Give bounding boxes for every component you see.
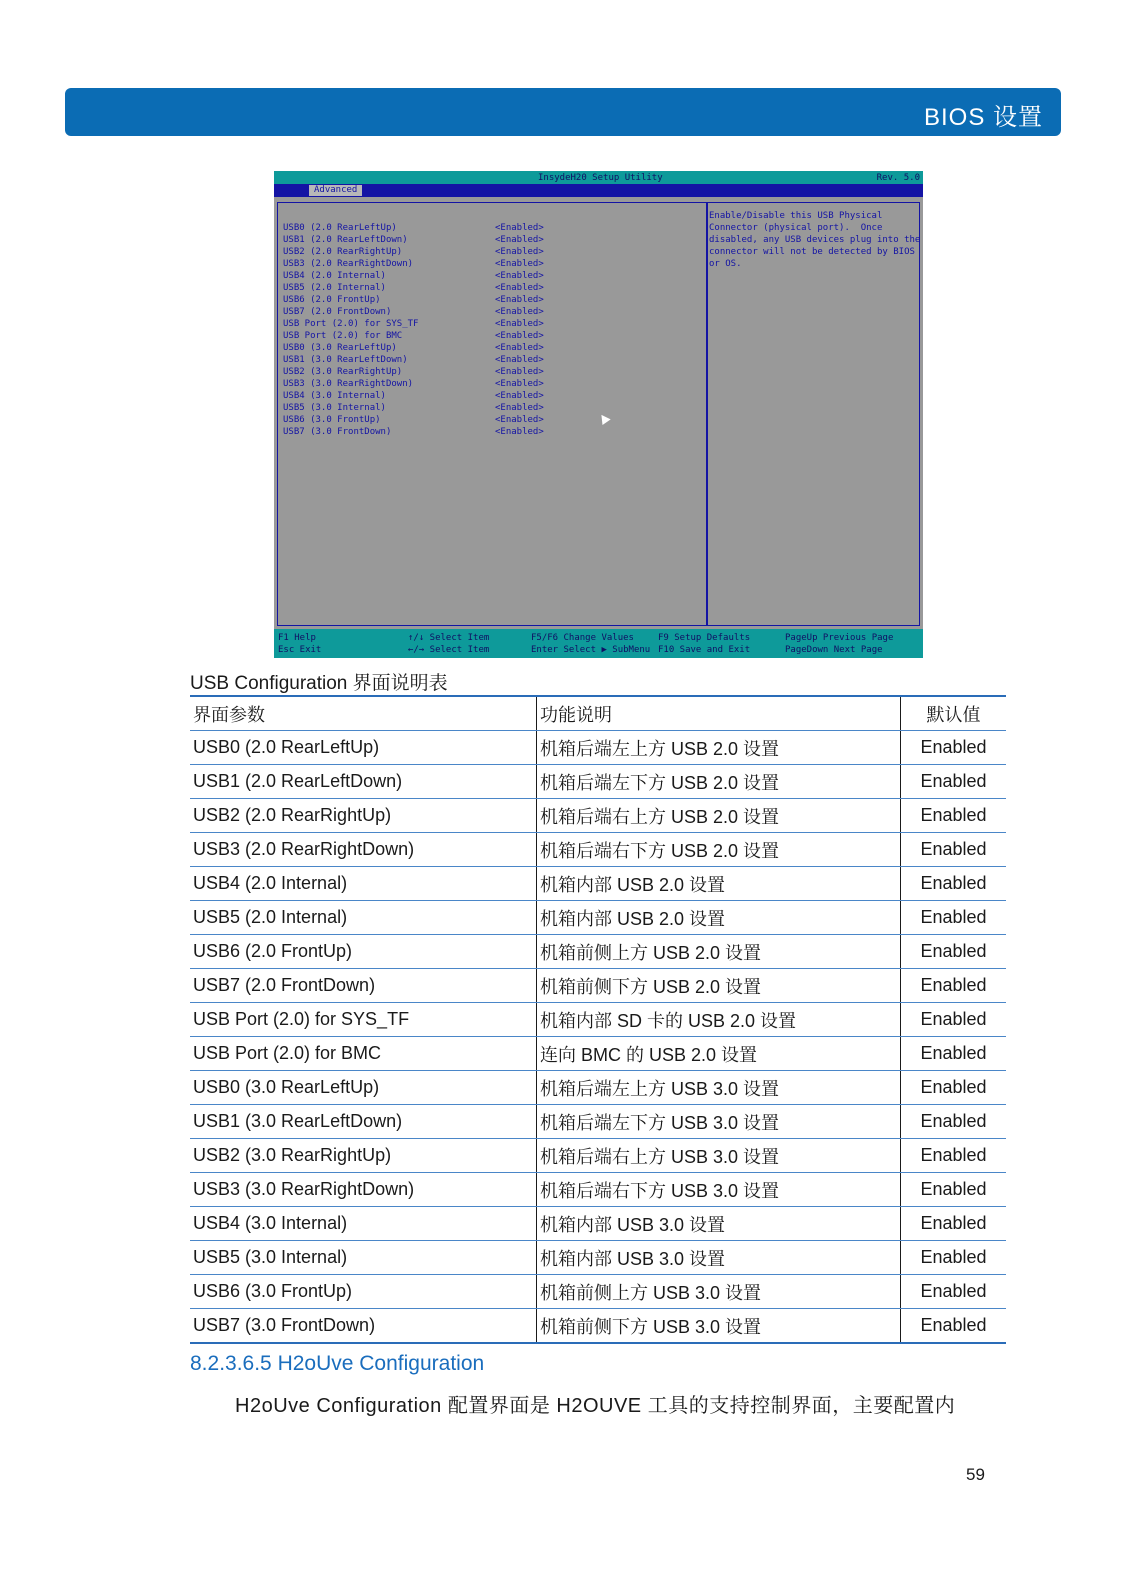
- default-cell: Enabled: [901, 1309, 1007, 1344]
- bios-setting-label: USB6 (2.0 FrontUp): [283, 295, 381, 305]
- function-cell: 机箱前侧上方 USB 2.0 设置: [537, 935, 901, 969]
- bios-help-text: Enable/Disable this USB Physical Connector (physical port). Once disabled, any USB devices plug into the connector will not be detected by BIOS or OS.: [709, 211, 921, 269]
- table-row: [190, 1173, 1006, 1207]
- param-cell: USB4 (3.0 Internal): [190, 1207, 537, 1241]
- table-row: [190, 1105, 1006, 1139]
- param-cell: USB0 (2.0 RearLeftUp): [190, 731, 537, 765]
- param-cell: USB5 (2.0 Internal): [190, 901, 537, 935]
- key-f9-defaults: F9 Setup Defaults: [658, 633, 751, 643]
- function-cell: 机箱内部 SD 卡的 USB 2.0 设置: [537, 1003, 901, 1037]
- function-cell: 机箱后端左上方 USB 2.0 设置: [537, 731, 901, 765]
- default-cell: Enabled: [901, 1275, 1007, 1309]
- table-row: [190, 1207, 1006, 1241]
- bios-setting-value[interactable]: <Enabled>: [495, 403, 544, 413]
- bios-setting-value[interactable]: <Enabled>: [495, 379, 544, 389]
- table-row: [190, 1003, 1006, 1037]
- bios-setting-label: USB2 (3.0 RearRightUp): [283, 367, 403, 377]
- function-cell: 机箱后端左下方 USB 2.0 设置: [537, 765, 901, 799]
- function-cell: 机箱后端左下方 USB 3.0 设置: [537, 1105, 901, 1139]
- bios-setting-value[interactable]: <Enabled>: [495, 331, 544, 341]
- default-cell: Enabled: [901, 1241, 1007, 1275]
- param-cell: USB1 (2.0 RearLeftDown): [190, 765, 537, 799]
- bios-screenshot: [274, 171, 923, 658]
- function-cell: 机箱后端右下方 USB 3.0 设置: [537, 1173, 901, 1207]
- function-cell: 机箱后端右上方 USB 3.0 设置: [537, 1139, 901, 1173]
- table-row: [190, 1071, 1006, 1105]
- bios-setting-label: USB1 (3.0 RearLeftDown): [283, 355, 408, 365]
- default-cell: Enabled: [901, 901, 1007, 935]
- bios-setting-label: USB6 (3.0 FrontUp): [283, 415, 381, 425]
- function-cell: 机箱前侧上方 USB 3.0 设置: [537, 1275, 901, 1309]
- bios-setting-value[interactable]: <Enabled>: [495, 235, 544, 245]
- header-title: BIOS 设置: [923, 104, 1043, 131]
- param-cell: USB7 (3.0 FrontDown): [190, 1309, 537, 1344]
- table-row: [190, 833, 1006, 867]
- bios-title-bar: [274, 171, 923, 184]
- default-cell: Enabled: [901, 867, 1007, 901]
- param-cell: USB3 (3.0 RearRightDown): [190, 1173, 537, 1207]
- bios-setting-value[interactable]: <Enabled>: [495, 259, 544, 269]
- key-updown-select: ↑/↓ Select Item: [408, 633, 490, 643]
- bios-setting-value[interactable]: <Enabled>: [495, 367, 544, 377]
- bios-setting-value[interactable]: <Enabled>: [495, 415, 544, 425]
- table-caption: USB Configuration 界面说明表: [190, 673, 448, 694]
- bios-setting-value[interactable]: <Enabled>: [495, 307, 544, 317]
- header-banner: [65, 88, 1061, 136]
- bios-setting-value[interactable]: <Enabled>: [495, 343, 544, 353]
- default-cell: Enabled: [901, 765, 1007, 799]
- default-cell: Enabled: [901, 969, 1007, 1003]
- table-row: [190, 1139, 1006, 1173]
- key-pageup: PageUp Previous Page: [785, 633, 894, 643]
- bios-setting-label: USB3 (3.0 RearRightDown): [283, 379, 414, 389]
- bios-setting-label: USB7 (3.0 FrontDown): [283, 427, 392, 437]
- table-row: [190, 867, 1006, 901]
- table-row: [190, 1037, 1006, 1071]
- bios-key-legend: [274, 629, 923, 658]
- page-number: 59: [966, 1465, 985, 1484]
- default-cell: Enabled: [901, 1105, 1007, 1139]
- bios-setting-label: USB2 (2.0 RearRightUp): [283, 247, 403, 257]
- param-cell: USB1 (3.0 RearLeftDown): [190, 1105, 537, 1139]
- function-cell: 机箱前侧下方 USB 3.0 设置: [537, 1309, 901, 1344]
- key-leftright-select: ←/→ Select Item: [408, 645, 490, 655]
- default-cell: Enabled: [901, 1037, 1007, 1071]
- bios-tab-bar: [274, 184, 923, 197]
- bios-setting-label: USB7 (2.0 FrontDown): [283, 307, 392, 317]
- bios-tab-advanced[interactable]: Advanced: [309, 185, 362, 196]
- bios-setting-value[interactable]: <Enabled>: [495, 427, 544, 437]
- bios-settings-panel: [277, 202, 708, 626]
- key-enter-select: Enter Select ▶ SubMenu: [531, 645, 651, 655]
- function-cell: 机箱内部 USB 3.0 设置: [537, 1207, 901, 1241]
- table-row: [190, 901, 1006, 935]
- table-row: [190, 969, 1006, 1003]
- header-default: 默认值: [901, 696, 1007, 731]
- bios-setting-value[interactable]: <Enabled>: [495, 319, 544, 329]
- bios-setting-label: USB0 (3.0 RearLeftUp): [283, 343, 397, 353]
- table-row: [190, 799, 1006, 833]
- default-cell: Enabled: [901, 1207, 1007, 1241]
- param-cell: USB5 (3.0 Internal): [190, 1241, 537, 1275]
- param-cell: USB3 (2.0 RearRightDown): [190, 833, 537, 867]
- header-function: 功能说明: [537, 696, 901, 731]
- function-cell: 机箱内部 USB 3.0 设置: [537, 1241, 901, 1275]
- function-cell: 机箱后端右上方 USB 2.0 设置: [537, 799, 901, 833]
- bios-setting-value[interactable]: <Enabled>: [495, 391, 544, 401]
- function-cell: 机箱后端左上方 USB 3.0 设置: [537, 1071, 901, 1105]
- default-cell: Enabled: [901, 1071, 1007, 1105]
- default-cell: Enabled: [901, 833, 1007, 867]
- bios-setting-value[interactable]: <Enabled>: [495, 283, 544, 293]
- default-cell: Enabled: [901, 799, 1007, 833]
- bios-setting-value[interactable]: <Enabled>: [495, 247, 544, 257]
- param-cell: USB6 (2.0 FrontUp): [190, 935, 537, 969]
- bios-setting-label: USB5 (3.0 Internal): [283, 403, 386, 413]
- key-f1-help: F1 Help: [278, 633, 316, 643]
- function-cell: 机箱后端右下方 USB 2.0 设置: [537, 833, 901, 867]
- bios-setting-value[interactable]: <Enabled>: [495, 295, 544, 305]
- key-pagedown: PageDown Next Page: [785, 645, 883, 655]
- bios-setting-value[interactable]: <Enabled>: [495, 271, 544, 281]
- function-cell: 机箱内部 USB 2.0 设置: [537, 867, 901, 901]
- default-cell: Enabled: [901, 1003, 1007, 1037]
- function-cell: 机箱前侧下方 USB 2.0 设置: [537, 969, 901, 1003]
- table-row: [190, 1241, 1006, 1275]
- bios-setting-label: USB4 (3.0 Internal): [283, 391, 386, 401]
- table-row: [190, 765, 1006, 799]
- bios-setting-label: USB Port (2.0) for BMC: [283, 331, 403, 341]
- section-heading: 8.2.3.6.5 H2oUve Configuration: [190, 1352, 485, 1375]
- key-esc-exit: Esc Exit: [278, 645, 322, 655]
- bios-setting-label: USB1 (2.0 RearLeftDown): [283, 235, 408, 245]
- bios-setting-value[interactable]: <Enabled>: [495, 223, 544, 233]
- param-cell: USB0 (3.0 RearLeftUp): [190, 1071, 537, 1105]
- key-f5f6-change: F5/F6 Change Values: [531, 633, 634, 643]
- body-paragraph: H2oUve Configuration 配置界面是 H2OUVE 工具的支持控制界面，主要配置内: [235, 1395, 956, 1417]
- param-cell: USB2 (2.0 RearRightUp): [190, 799, 537, 833]
- param-cell: USB Port (2.0) for SYS_TF: [190, 1003, 537, 1037]
- param-cell: USB6 (3.0 FrontUp): [190, 1275, 537, 1309]
- table-header-row: [190, 696, 1006, 731]
- param-cell: USB4 (2.0 Internal): [190, 867, 537, 901]
- header-param: 界面参数: [190, 696, 537, 731]
- default-cell: Enabled: [901, 1139, 1007, 1173]
- table-row: [190, 1309, 1006, 1344]
- usb-config-table: [190, 695, 1006, 1344]
- bios-title: InsydeH20 Setup Utility: [538, 173, 663, 183]
- default-cell: Enabled: [901, 731, 1007, 765]
- bios-setting-label: USB Port (2.0) for SYS_TF: [283, 319, 419, 329]
- param-cell: USB7 (2.0 FrontDown): [190, 969, 537, 1003]
- bios-setting-label: USB5 (2.0 Internal): [283, 283, 386, 293]
- default-cell: Enabled: [901, 1173, 1007, 1207]
- function-cell: 机箱内部 USB 2.0 设置: [537, 901, 901, 935]
- bios-help-panel: [706, 202, 920, 626]
- default-cell: Enabled: [901, 935, 1007, 969]
- bios-setting-label: USB3 (2.0 RearRightDown): [283, 259, 414, 269]
- param-cell: USB2 (3.0 RearRightUp): [190, 1139, 537, 1173]
- bios-setting-label: USB4 (2.0 Internal): [283, 271, 386, 281]
- table-row: [190, 1275, 1006, 1309]
- bios-revision: Rev. 5.0: [876, 173, 920, 183]
- function-cell: 连向 BMC 的 USB 2.0 设置: [537, 1037, 901, 1071]
- param-cell: USB Port (2.0) for BMC: [190, 1037, 537, 1071]
- bios-setting-value[interactable]: <Enabled>: [495, 355, 544, 365]
- table-row: [190, 731, 1006, 765]
- table-row: [190, 935, 1006, 969]
- bios-setting-label: USB0 (2.0 RearLeftUp): [283, 223, 397, 233]
- key-f10-save: F10 Save and Exit: [658, 645, 751, 655]
